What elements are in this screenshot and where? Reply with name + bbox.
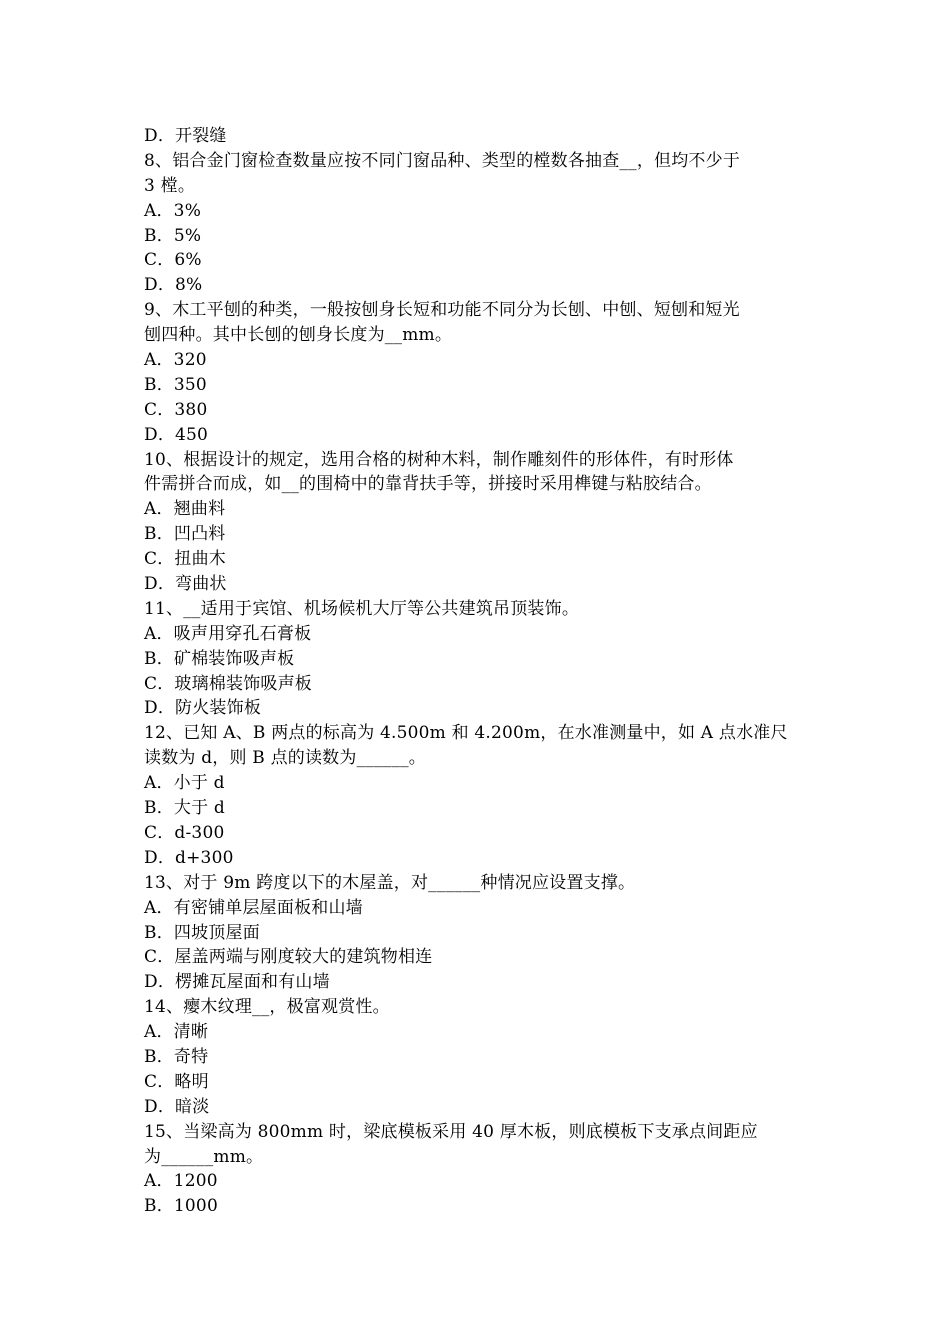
option-line: B．奇特 bbox=[144, 1046, 209, 1067]
option-line: A．3% bbox=[144, 200, 202, 221]
question-line: 刨四种。其中长刨的刨身长度为__mm。 bbox=[144, 325, 453, 346]
question-line: 14、瘿木纹理__，极富观赏性。 bbox=[144, 997, 390, 1018]
question-line: 15、当梁高为 800mm 时，梁底模板采用 40 厚木板，则底模板下支承点间距应 bbox=[144, 1121, 758, 1142]
option-line: A．吸声用穿孔石膏板 bbox=[144, 623, 312, 644]
question-line: 为______mm。 bbox=[144, 1146, 264, 1167]
option-line: C．略明 bbox=[144, 1071, 209, 1092]
option-line: D．楞摊瓦屋面和有山墙 bbox=[144, 972, 330, 993]
option-line: B．矿棉装饰吸声板 bbox=[144, 648, 295, 669]
option-line: B．大于 d bbox=[144, 798, 225, 819]
option-line: A．小于 d bbox=[144, 773, 225, 794]
option-line: B．350 bbox=[144, 374, 207, 395]
option-line: A．清晰 bbox=[144, 1022, 209, 1043]
document-page bbox=[144, 124, 814, 1219]
option-line: D．弯曲状 bbox=[144, 574, 227, 595]
question-line: 8、铝合金门窗检查数量应按不同门窗品种、类型的樘数各抽查__，但均不少于 bbox=[144, 150, 741, 171]
question-line: 件需拼合而成，如__的围椅中的靠背扶手等，拼接时采用榫键与粘胶结合。 bbox=[144, 474, 712, 495]
option-line: D．开裂缝 bbox=[144, 126, 227, 146]
option-line: C．d-300 bbox=[144, 822, 225, 843]
question-line: 10、根据设计的规定，选用合格的树种木料，制作雕刻件的形体件，有时形体 bbox=[144, 449, 734, 470]
option-line: D．8% bbox=[144, 275, 203, 296]
question-line: 12、已知 A、B 两点的标高为 4.500m 和 4.200m，在水准测量中，如 A 点水准尺 bbox=[144, 723, 788, 744]
option-line: A．320 bbox=[144, 350, 207, 371]
question-line: 11、__适用于宾馆、机场候机大厅等公共建筑吊顶装饰。 bbox=[144, 598, 580, 619]
option-line: C．玻璃棉装饰吸声板 bbox=[144, 673, 313, 694]
option-line: A．1200 bbox=[144, 1171, 218, 1192]
option-line: A．翘曲料 bbox=[144, 499, 226, 520]
option-line: C．扭曲木 bbox=[144, 549, 227, 570]
question-line: 3 樘。 bbox=[144, 175, 196, 196]
option-line: A．有密铺单层屋面板和山墙 bbox=[144, 897, 363, 918]
option-line: D．d+300 bbox=[144, 847, 234, 868]
option-line: B．1000 bbox=[144, 1196, 218, 1217]
option-line: B．凹凸料 bbox=[144, 524, 226, 545]
option-line: B．四坡顶屋面 bbox=[144, 922, 260, 943]
option-line: D．防火装饰板 bbox=[144, 698, 262, 719]
option-line: D．暗淡 bbox=[144, 1096, 210, 1117]
question-line: 9、木工平刨的种类，一般按刨身长短和功能不同分为长刨、中刨、短刨和短光 bbox=[144, 300, 740, 321]
option-line: D．450 bbox=[144, 424, 209, 445]
option-line: C．6% bbox=[144, 250, 202, 271]
question-line: 13、对于 9m 跨度以下的木屋盖，对______种情况应设置支撑。 bbox=[144, 872, 636, 893]
option-line: C．屋盖两端与刚度较大的建筑物相连 bbox=[144, 947, 433, 968]
question-line: 读数为 d，则 B 点的读数为______。 bbox=[144, 748, 426, 769]
option-line: C．380 bbox=[144, 399, 208, 420]
option-line: B．5% bbox=[144, 225, 202, 246]
